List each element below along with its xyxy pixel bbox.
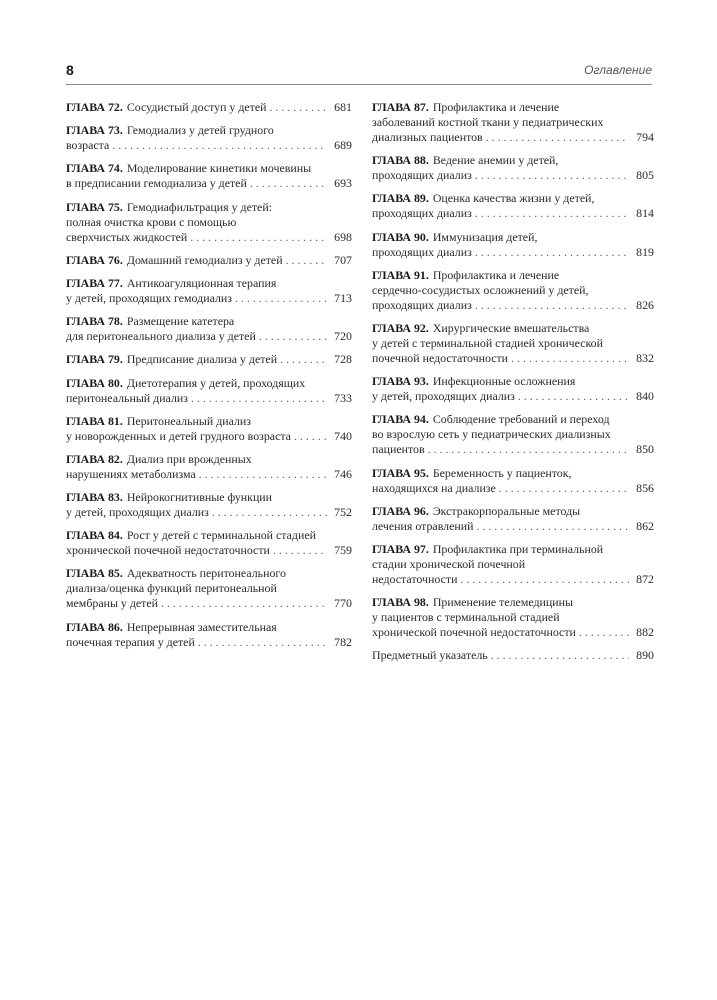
toc-line — [372, 321, 654, 336]
toc-line — [372, 542, 654, 557]
chapter-label: ГЛАВА 72. — [66, 100, 123, 114]
toc-entry[interactable] — [372, 230, 654, 260]
chapter-label: ГЛАВА 95. — [372, 465, 429, 480]
chapter-label: ГЛАВА 84. — [66, 528, 123, 543]
chapter-title-line: Домашний гемодиализ у детей — [126, 252, 283, 267]
dot-leader — [486, 130, 629, 145]
toc-line — [66, 490, 352, 505]
chapter-title-line: Сосудистый доступ у детей — [126, 100, 267, 114]
chapter-label: ГЛАВА 87. — [372, 100, 429, 114]
chapter-label: ГЛАВА 83. — [66, 490, 123, 505]
dot-leader — [286, 253, 327, 268]
page-ref: 840 — [636, 389, 654, 404]
chapter-title-line: Соблюдение требований и переход — [432, 412, 610, 427]
toc-line — [372, 389, 654, 404]
chapter-title-line: у детей, проходящих диализ — [372, 389, 515, 404]
chapter-title-line: у детей, проходящих гемодиализ — [66, 290, 232, 305]
chapter-title-line: Инфекционные осложнения — [432, 374, 576, 389]
toc-line — [66, 314, 352, 329]
chapter-title-line: Гемодиализ у детей грудного — [126, 123, 274, 138]
toc-line — [372, 268, 654, 283]
chapter-title-line: Ведение анемии у детей, — [432, 153, 559, 168]
toc-entry[interactable] — [66, 352, 352, 367]
chapter-label: ГЛАВА 81. — [66, 413, 123, 428]
toc-entry[interactable] — [372, 321, 654, 366]
chapter-title-line: Беременность у пациенток, — [432, 465, 572, 480]
chapter-title-line: диализа/оценка функций перитонеальной — [66, 581, 277, 596]
page-ref: 740 — [334, 428, 352, 443]
toc-entry[interactable] — [372, 191, 654, 221]
toc-line — [66, 138, 352, 153]
dot-leader — [212, 505, 327, 520]
dot-leader — [199, 467, 327, 482]
chapter-label: ГЛАВА 92. — [372, 320, 429, 335]
chapter-title-line: Моделирование кинетики мочевины — [126, 161, 312, 176]
page-ref: 698 — [334, 229, 352, 244]
dot-leader — [518, 389, 629, 404]
toc-entry[interactable] — [372, 412, 654, 457]
toc-line — [372, 595, 654, 610]
chapter-label: ГЛАВА 94. — [372, 412, 429, 427]
chapter-label: ГЛАВА 73. — [66, 123, 123, 138]
toc-entry[interactable] — [66, 253, 352, 268]
chapter-title-line: заболеваний костной ткани у педиатрических — [372, 115, 604, 129]
toc-line — [372, 442, 654, 457]
chapter-title-line: сверхчистых жидкостей — [66, 229, 188, 244]
toc-line — [66, 596, 352, 611]
chapter-title-line: Непрерывная заместительная — [126, 619, 277, 634]
chapter-label: ГЛАВА 88. — [372, 153, 429, 168]
toc-line — [372, 115, 654, 130]
chapter-title-line: хронической почечной недостаточности — [66, 543, 270, 558]
toc-line — [66, 276, 352, 291]
chapter-label: ГЛАВА 85. — [66, 566, 123, 581]
dot-leader — [475, 298, 629, 313]
toc-entry[interactable] — [66, 200, 352, 245]
chapter-title-line: Иммунизация детей, — [432, 229, 538, 244]
chapter-label: ГЛАВА 74. — [66, 161, 123, 176]
dot-leader — [235, 291, 327, 306]
chapter-label: ГЛАВА 91. — [372, 267, 429, 282]
chapter-title-line: мембраны у детей — [66, 596, 159, 611]
toc-entry[interactable] — [66, 452, 352, 482]
chapter-title-line: Профилактика и лечение — [432, 267, 560, 282]
chapter-title-line: Оценка качества жизни у детей, — [432, 191, 595, 206]
toc-line — [66, 376, 352, 391]
chapter-title-line: Экстракорпоральные методы — [432, 503, 581, 518]
dot-leader — [511, 351, 629, 366]
chapter-title-line: перитонеальный диализ — [66, 390, 188, 405]
dot-leader — [475, 168, 629, 183]
toc-line — [66, 620, 352, 635]
toc-line — [66, 100, 352, 115]
page-ref: 689 — [334, 138, 352, 153]
chapter-title-line: Хирургические вмешательства — [432, 320, 590, 335]
toc-line — [66, 230, 352, 245]
toc-line — [66, 253, 352, 268]
toc-line — [372, 230, 654, 245]
chapter-title-line: недостаточности — [372, 571, 458, 586]
chapter-label: ГЛАВА 76. — [66, 252, 123, 267]
chapter-label: ГЛАВА 96. — [372, 503, 429, 518]
page-ref: 794 — [636, 130, 654, 144]
toc-entry[interactable] — [66, 620, 352, 650]
chapter-label: ГЛАВА 90. — [372, 229, 429, 244]
chapter-label: ГЛАВА 82. — [66, 451, 123, 466]
toc-line — [66, 528, 352, 543]
page-ref: 814 — [636, 206, 654, 221]
chapter-title-line: диализных пациентов — [372, 130, 483, 144]
chapter-title-line: Диетотерапия у детей, проходящих — [126, 375, 306, 390]
chapter-title-line: лечения отравлений — [372, 518, 474, 533]
chapter-title-line: у новорожденных и детей грудного возраста — [66, 428, 291, 443]
dot-leader — [475, 245, 629, 260]
running-title: Оглавление — [584, 63, 652, 77]
toc-line — [66, 543, 352, 558]
chapter-label: ГЛАВА 77. — [66, 275, 123, 290]
toc-line — [372, 610, 654, 625]
chapter-title-line: Диализ при врожденных — [126, 451, 252, 466]
page-ref: 759 — [334, 543, 352, 558]
dot-leader — [280, 352, 327, 367]
chapter-title-line: Адекватность перитонеального — [126, 566, 286, 581]
chapter-title-line: Рост у детей с терминальной стадией — [126, 528, 316, 543]
toc-line — [372, 351, 654, 366]
dot-leader — [273, 543, 327, 558]
page-ref: 746 — [334, 466, 352, 481]
chapter-title-line: во взрослую сеть у педиатрических диализных — [372, 427, 611, 442]
page-header — [66, 60, 652, 85]
dot-leader — [270, 100, 327, 115]
page-ref: 872 — [636, 571, 654, 586]
dot-leader — [294, 429, 327, 444]
toc-line — [372, 153, 654, 168]
toc-line — [372, 412, 654, 427]
chapter-label: ГЛАВА 98. — [372, 595, 429, 610]
chapter-label: ГЛАВА 80. — [66, 375, 123, 390]
toc-entry[interactable] — [372, 153, 654, 183]
toc-line — [372, 336, 654, 351]
dot-leader — [579, 625, 629, 640]
toc-left-column — [66, 100, 352, 658]
toc-line — [372, 100, 654, 115]
toc-line — [66, 291, 352, 306]
toc-entry[interactable] — [372, 374, 654, 404]
dot-leader — [198, 635, 327, 650]
dot-leader — [491, 648, 629, 663]
chapter-title-line: проходящих диализ — [372, 206, 472, 221]
toc-entry[interactable] — [372, 268, 654, 313]
chapter-label: ГЛАВА 97. — [372, 541, 429, 556]
chapter-title-line: находящихся на диализе — [372, 480, 496, 495]
chapter-label: ГЛАВА 86. — [66, 619, 123, 634]
chapter-label: ГЛАВА 89. — [372, 191, 429, 206]
chapter-title-line: Гемодиафильтрация у детей: — [126, 199, 272, 214]
toc-line — [372, 130, 654, 145]
chapter-label: ГЛАВА 93. — [372, 374, 429, 389]
dot-leader — [499, 481, 629, 496]
chapter-title-line: у пациентов с терминальной стадией — [372, 610, 560, 625]
toc-entry[interactable] — [66, 123, 352, 153]
page-ref: 713 — [334, 290, 352, 305]
toc-line — [66, 452, 352, 467]
toc-line — [66, 414, 352, 429]
toc-line — [66, 581, 352, 596]
toc-line — [372, 557, 654, 572]
toc-line — [372, 504, 654, 519]
toc-line — [372, 374, 654, 389]
page-ref: 681 — [334, 100, 352, 114]
toc-entry[interactable] — [66, 528, 352, 558]
toc-line — [66, 505, 352, 520]
dot-leader — [428, 442, 629, 457]
chapter-title-line: Профилактика при терминальной — [432, 541, 604, 556]
chapter-title-line: почечная терапия у детей — [66, 634, 195, 649]
toc-line — [372, 191, 654, 206]
chapter-title-line: Применение телемедицины — [432, 595, 573, 610]
dot-leader — [191, 391, 327, 406]
chapter-title-line: Перитонеальный диализ — [126, 413, 251, 428]
page-ref: 805 — [636, 168, 654, 183]
page-ref: 862 — [636, 518, 654, 533]
chapter-title-line: пациентов — [372, 442, 425, 457]
toc-entry[interactable] — [66, 566, 352, 611]
chapter-title-line: сердечно-сосудистых осложнений у детей, — [372, 282, 589, 297]
chapter-title-line: хронической почечной недостаточности — [372, 625, 576, 640]
page-ref: 832 — [636, 350, 654, 365]
page-ref: 819 — [636, 244, 654, 259]
chapter-title-line: у детей, проходящих диализ — [66, 505, 209, 520]
toc-entry[interactable] — [66, 314, 352, 344]
page-ref: 752 — [334, 505, 352, 520]
chapter-label: ГЛАВА 78. — [66, 314, 123, 329]
toc-line — [372, 648, 654, 663]
toc-line — [66, 176, 352, 191]
chapter-title-line: для перитонеального диализа у детей — [66, 329, 256, 344]
toc-line — [372, 572, 654, 587]
toc-line — [372, 206, 654, 221]
dot-leader — [259, 329, 327, 344]
chapter-title-line: полная очистка крови с помощью — [66, 214, 237, 229]
toc-entry[interactable] — [66, 276, 352, 306]
toc-line — [372, 283, 654, 298]
toc-line — [66, 200, 352, 215]
chapter-title-line: Антикоагуляционная терапия — [126, 275, 277, 290]
toc-line — [66, 352, 352, 367]
toc-entry[interactable] — [66, 161, 352, 191]
page-ref: 720 — [334, 329, 352, 344]
chapter-title-line: проходящих диализ — [372, 168, 472, 183]
toc-line — [66, 467, 352, 482]
toc-line — [66, 635, 352, 650]
page-ref: 707 — [334, 252, 352, 267]
chapter-title-line: проходящих диализ — [372, 244, 472, 259]
dot-leader — [112, 138, 327, 153]
page-ref: 693 — [334, 176, 352, 191]
toc-entry[interactable] — [372, 100, 654, 145]
dot-leader — [475, 206, 629, 221]
dot-leader — [190, 230, 327, 245]
toc-line — [66, 391, 352, 406]
page-ref: 782 — [334, 634, 352, 649]
toc-line — [66, 566, 352, 581]
chapter-label: ГЛАВА 75. — [66, 199, 123, 214]
page-ref: 770 — [334, 596, 352, 611]
toc-entry[interactable] — [66, 100, 352, 115]
toc-line — [66, 329, 352, 344]
page-ref: 856 — [636, 480, 654, 495]
chapter-title-line: у детей с терминальной стадией хронической — [372, 335, 603, 350]
toc-entry[interactable] — [66, 414, 352, 444]
dot-leader — [250, 176, 327, 191]
chapter-title-line: Предметный указатель — [372, 648, 488, 663]
chapter-title-line: нарушениях метаболизма — [66, 466, 196, 481]
toc-line — [372, 519, 654, 534]
page-number: 8 — [66, 62, 74, 78]
chapter-label: ГЛАВА 79. — [66, 352, 123, 367]
toc-line — [66, 429, 352, 444]
toc-line — [66, 215, 352, 230]
page-ref: 733 — [334, 390, 352, 405]
chapter-title-line: Профилактика и лечение — [432, 100, 560, 114]
toc-entry[interactable] — [372, 504, 654, 534]
chapter-title-line: проходящих диализ — [372, 297, 472, 312]
chapter-title-line: стадии хронической почечной — [372, 556, 526, 571]
toc-entry[interactable] — [372, 466, 654, 496]
toc-line — [372, 168, 654, 183]
toc-entry[interactable] — [66, 376, 352, 406]
dot-leader — [161, 596, 327, 611]
toc-entry[interactable] — [372, 595, 654, 640]
toc-line — [372, 298, 654, 313]
chapter-title-line: Предписание диализа у детей — [126, 352, 278, 367]
page-ref: 826 — [636, 297, 654, 312]
toc-line — [66, 161, 352, 176]
page-ref: 890 — [636, 648, 654, 663]
toc-entry[interactable] — [372, 648, 654, 663]
page-ref: 728 — [334, 352, 352, 367]
toc-line — [372, 481, 654, 496]
chapter-title-line: возраста — [66, 138, 110, 153]
toc-line — [372, 245, 654, 260]
dot-leader — [460, 572, 629, 587]
dot-leader — [476, 519, 629, 534]
toc-line — [372, 466, 654, 481]
toc-right-column — [372, 100, 654, 671]
page-ref: 850 — [636, 442, 654, 457]
chapter-title-line: почечной недостаточности — [372, 350, 509, 365]
chapter-title-line: Размещение катетера — [126, 314, 235, 329]
toc-line — [372, 625, 654, 640]
page-ref: 882 — [636, 625, 654, 640]
toc-line — [66, 123, 352, 138]
toc-entry[interactable] — [66, 490, 352, 520]
toc-line — [372, 427, 654, 442]
toc-entry[interactable] — [372, 542, 654, 587]
chapter-title-line: в предписании гемодиализа у детей — [66, 176, 247, 191]
chapter-title-line: Нейрокогнитивные функции — [126, 490, 273, 505]
